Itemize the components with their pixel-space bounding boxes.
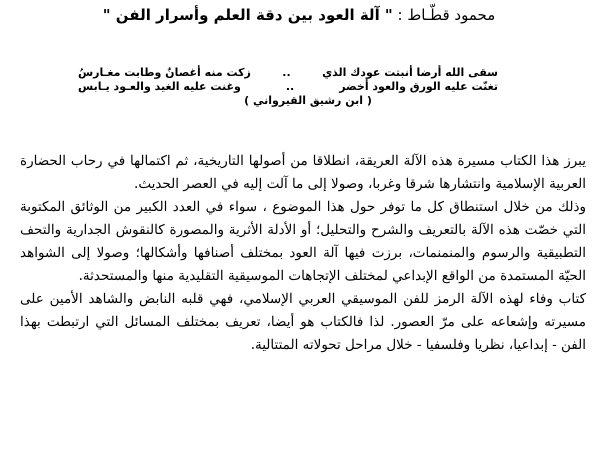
poem-line-1-second-hemistich: زكت منه أغصانٌ وطابت مغـارسُ [78, 66, 251, 79]
poem-line-2 [78, 80, 498, 94]
poem-separator: .. [282, 66, 291, 79]
paragraph-3: كتاب وفاء لهذه الآلة الرمز للفن الموسيقي العربي الإسلامي، فهي قلبه النابض والشاهد الأمين على مسيرته وإشعاعه على مرّ العصور. لذا فالكتاب هو أيضا، تعريف بمختلف المسائل التي ارتبطت بهذا الفن - إبداعيا، نظريا وفلسفيا - خلال مراحل تحولاته المتتالية. [20, 291, 586, 353]
poem-line-1 [78, 66, 498, 80]
book-title: " آلة العود بين دقة العلم وأسرار الفن " [102, 6, 393, 24]
paragraph-2: وذلك من خلال استنطاق كل ما توفر حول هذا الموضوع ، سواء في العدد الكبير من الوثائق المكتوبة التي خصّت هذه الآلة بالتعريف والشرح والتحليل؛ أو الأدلة الأثرية والمصورة كالنقوش الجدارية والتحف التطبيقية والرسوم والمنمنمات، برزت فيها آلة العود بمختلف أصنافها وأشكالها؛ وصولا إلى الشواهد الحيّة المستمدة من الواقع الإبداعي لمختلف الإتجاهات الموسيقية التقليدية منها والمستحدثة. [20, 199, 586, 284]
poem-line-2-first-hemistich: تغنّت عليه الورق والعود أخضر [339, 80, 498, 93]
poem-attribution: ( ابن رشيق القيرواني ) [244, 94, 372, 107]
paragraph-1: يبرز هذا الكتاب مسيرة هذه الآلة العريقة، انطلاقا من أصولها التاريخية، ثم اكتمالها في رحاب الحضارة العربية الإسلامية وانتشارها شرقا وغربا، وصولا إلى ما آلت إليه في العصر الحديث. [20, 153, 586, 192]
page-title [90, 6, 508, 24]
body-text [20, 150, 586, 357]
poem-separator: .. [285, 80, 295, 93]
poem-line-1-first-hemistich: سقى الله أرضا أنبتت عودك الذي [322, 66, 498, 79]
poem-epigraph [78, 66, 498, 108]
author-name: محمود قطّـاط : [392, 6, 496, 24]
poem-line-2-second-hemistich: وغنت عليه الغيد والعـود يـابس [78, 80, 241, 93]
